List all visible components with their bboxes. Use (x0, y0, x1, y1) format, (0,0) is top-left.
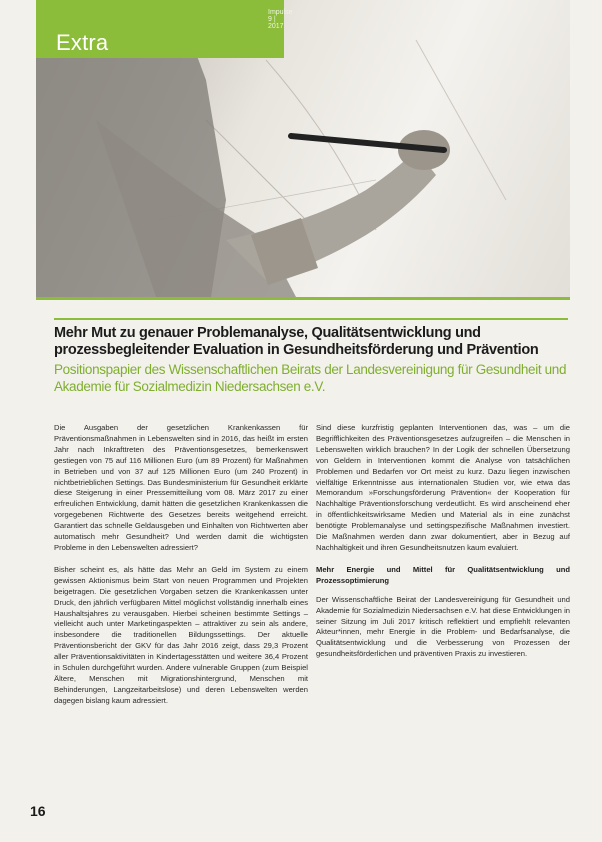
right-column (316, 423, 570, 671)
section-label: Extra (56, 30, 109, 55)
title-rule (54, 318, 568, 320)
paragraph: Der Wissenschaftliche Beirat der Landesvereinigung für Gesundheit und Akademie für Sozialmedizin Niedersachsen e.V. hat diese Entwicklungen in seiner Sitzung im Juli 2017 kritisch reflektiert und empfiehlt relevanten Akteur*innen, mehr Energie in die Problem- und Bedarfsanalyse, die Qualitätsentwicklung und die Verbesserung von Prozessen der gesundheitsförderlichen und präventiven Praxis zu investieren. (316, 594, 570, 659)
photo-bottom-bar (36, 297, 570, 300)
issue-label: Impulse 9 | 2017 (268, 9, 293, 30)
paragraph: Sind diese kurzfristig geplanten Interventionen das, was – um die Begrifflichkeiten des Präventionsgesetzes aufzugreifen – die Menschen in Lebenswelten wirklich brauchen? In der Logik der schnellen Übersetzung von Geldern in Interventionen kommt die Analyse von tatsächlichen Problemen und Bedarfen vor Ort meist zu kurz. Dazu liegen inzwischen vielfältige Erkenntnisse aus internationalen Studien vor, wie etwa das Memorandum »Forschungsförderung Prävention« der Kooperation für Nachhaltige Präventionsforschung verdeutlicht. Es wird anscheinend eher in öffentlichkeitswirksame Medien und Material als in eine zunächst benötigte Problemanalyse und settingspezifische Maßnahmen investiert. Die Maßnahmen werden dann zwar dokumentiert, aber in Bezug auf Nachhaltigkeit und ihren Gesundheitsnutzen kaum evaluiert. (316, 423, 570, 552)
paragraph: Bisher scheint es, als hätte das Mehr an Geld im System zu einem gewissen Aktionismus beim Start von neuen Programmen und Projekten beigetragen. Die gesetzlichen Vorgaben setzen die Krankenkassen unter Druck, den jährlich verfügbaren Mittel möglichst vollständig innerhalb eines Haushaltsjahres zu verausgaben. Hierbei scheinen bestimmte Settings – vielleicht auch unter Marketingaspekten – attraktiver zu sein als andere, insbesondere die traditionellen Bildungssettings. Der aktuelle Präventionsbericht der GKV für das Jahr 2016 zeigt, dass 29,3 Prozent aller Präventionsaktivitäten in Kindertagesstätten und weitere 36,4 Prozent in Schulen durchgeführt wurden. Andere vulnerable Gruppen (zum Beispiel Ältere, Menschen mit Migrationshintergrund, Menschen mit Behinderungen, Langzeitarbeitslose) und deren Lebenswelten werden dagegen bislang kaum adressiert. (54, 564, 308, 705)
page-number: 16 (30, 803, 46, 819)
article-title: Mehr Mut zu genauer Problemanalyse, Qualitätsentwicklung und prozessbegleitender Evaluation in Gesundheitsförderung und Prävention (54, 325, 539, 358)
section-heading: Mehr Energie und Mittel für Qualitätsentwicklung und Prozessoptimierung (316, 564, 570, 585)
paragraph: Die Ausgaben der gesetzlichen Krankenkassen für Präventionsmaßnahmen in Lebenswelten sind in 2016, das heißt im ersten Jahr nach Inkrafttreten des Präventionsgesetzes, bemerkenswert gestiegen von 75 auf 116 Millionen Euro (um 89 Prozent) für Maßnahmen in Betrieben und von 37 auf 125 Millionen Euro (um 240 Prozent) in nichtbetrieblichen Settings. Das Bundesministerium für Gesundheit erklärte diese Steigerung in einer Pressemitteilung vom 08. März 2017 zu einer erfreulichen Entwicklung, damit hätten die gesetzlichen Krankenkassen die vorgegebenen Richtwerte des Gesetzes bereits weitgehend erreicht. Garantiert das schnelle Geldausgeben und Einhalten von Richtwerten aber automatisch mehr Gesundheit? Und werden damit die wichtigsten Probleme in den Lebenswelten adressiert? (54, 423, 308, 552)
article-subtitle: Positionspapier des Wissenschaftlichen Beirats der Landesvereinigung für Gesundheit und Akademie für Sozialmedizin Niedersachsen e.V. (54, 362, 567, 394)
section-tab (36, 0, 293, 58)
left-column (54, 423, 308, 718)
